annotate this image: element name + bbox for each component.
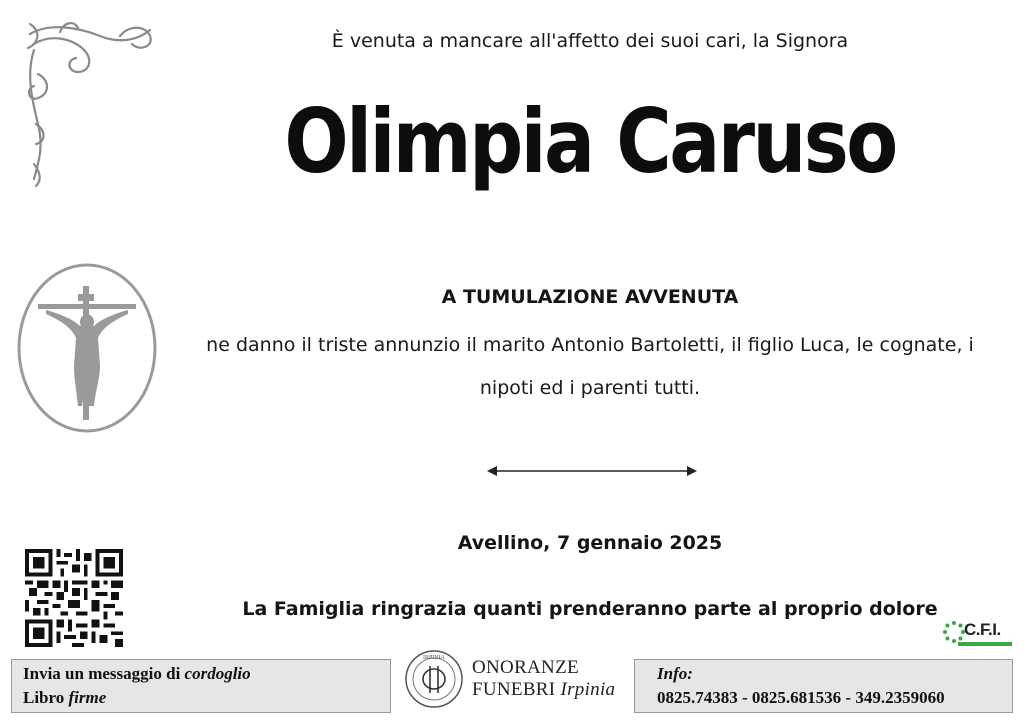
logo-line1: ONORANZE [472, 657, 579, 678]
logo-line2-b: Irpinia [560, 679, 616, 700]
send-condolence-link[interactable] [23, 664, 251, 684]
logo-line2 [472, 679, 632, 701]
crucifix-icon [16, 262, 158, 434]
condolence-em: cordoglio [184, 664, 251, 683]
funeral-home-logo-icon [404, 649, 464, 709]
cfi-logo-icon [942, 618, 1012, 652]
funeral-home-name [472, 657, 632, 701]
qr-code-icon[interactable] [25, 549, 123, 647]
cfi-underline [958, 642, 1012, 646]
logo-ring-text: IRPINIA [423, 655, 445, 661]
logo-line2-a: FUNEBRI [472, 679, 561, 700]
corner-ornament-icon [20, 14, 160, 189]
condolence-prefix: Invia un messaggio di [23, 664, 185, 683]
guestbook-prefix: Libro [23, 688, 69, 707]
subtitle: A TUMULAZIONE AVVENUTA [441, 286, 739, 308]
intro-text: È venuta a mancare all'affetto dei suoi cari, la Signora [331, 30, 849, 52]
info-label: Info: [657, 664, 693, 683]
deceased-name: Olimpia Caruso [284, 90, 896, 193]
thanks-text: La Famiglia ringrazia quanti prenderanno parte al proprio dolore [242, 598, 938, 620]
place-date: Avellino, 7 gennaio 2025 [457, 532, 723, 554]
info-box [634, 659, 1013, 713]
phone-numbers[interactable]: 0825.74383 - 0825.681536 - 349.2359060 [657, 688, 945, 707]
cfi-logo-text: C.F.I. [964, 620, 1001, 639]
guestbook-em: firme [68, 688, 107, 707]
double-arrow-divider-icon [487, 463, 697, 479]
guestbook-link[interactable] [23, 688, 106, 708]
condolence-box[interactable] [11, 659, 391, 713]
announcement-text: ne danno il triste annunzio il marito Antonio Bartoletti, il figlio Luca, le cognate, i nipoti ed i parenti tutti. [206, 334, 974, 399]
